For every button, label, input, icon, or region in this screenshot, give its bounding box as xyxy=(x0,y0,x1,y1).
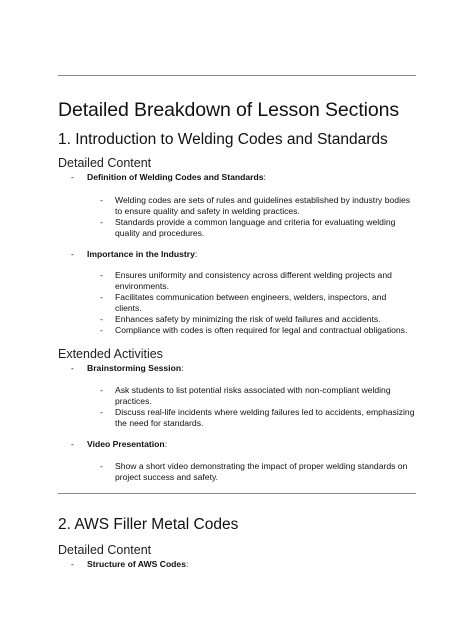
dash-marker: - xyxy=(100,217,103,227)
bullet-text: Ask students to list potential risks associated with non-compliant welding practices. xyxy=(115,385,391,406)
list-item xyxy=(100,270,420,292)
dash-marker: - xyxy=(71,439,74,449)
section-1-heading: 1. Introduction to Welding Codes and Standards xyxy=(58,131,388,148)
list-item xyxy=(100,217,420,239)
bullet-text: Ensures uniformity and consistency across different welding projects and environments. xyxy=(115,270,392,291)
list-item xyxy=(71,363,411,374)
bullet-text: Show a short video demonstrating the impact of proper welding standards on project success and safety. xyxy=(115,461,408,482)
bullet-text: Enhances safety by minimizing the risk of weld failures and accidents. xyxy=(115,314,381,324)
top-divider xyxy=(58,75,416,76)
dash-marker: - xyxy=(100,461,103,471)
dash-marker: - xyxy=(100,314,103,324)
page-title: Detailed Breakdown of Lesson Sections xyxy=(58,99,400,121)
dash-marker: - xyxy=(100,407,103,417)
list-item xyxy=(71,559,411,570)
item-suffix: : xyxy=(263,172,266,182)
list-item xyxy=(71,172,411,183)
item-suffix: : xyxy=(194,249,198,259)
item-suffix: : xyxy=(186,559,189,569)
bullet-text: Facilitates communication between engineers, welders, inspectors, and clients. xyxy=(115,292,387,313)
section-1-extended-heading: Extended Activities xyxy=(58,347,163,361)
dash-marker: - xyxy=(71,172,74,182)
item-label: Importance in the Industry xyxy=(87,249,195,259)
bullet-text: Discuss real-life incidents where welding failures led to accidents, emphasizing the need for standards. xyxy=(115,407,415,428)
section-2-detailed-heading: Detailed Content xyxy=(58,543,152,557)
item-label: Brainstorming Session xyxy=(87,363,182,373)
list-item xyxy=(100,407,420,429)
dash-marker: - xyxy=(71,249,74,259)
list-item xyxy=(100,195,420,217)
item-label: Structure of AWS Codes xyxy=(87,559,186,569)
dash-marker: - xyxy=(100,195,103,205)
bullet-text: Compliance with codes is often required for legal and contractual obligations. xyxy=(115,325,408,335)
list-item xyxy=(100,325,420,336)
bullet-text: Welding codes are sets of rules and guidelines established by industry bodies to ensure quality and safety in welding practices. xyxy=(115,195,411,216)
list-item xyxy=(100,292,420,314)
list-item xyxy=(100,385,420,407)
item-label: Definition of Welding Codes and Standards xyxy=(87,172,264,182)
item-label: Video Presentation xyxy=(87,439,165,449)
list-item xyxy=(100,314,420,325)
section-divider xyxy=(58,493,416,494)
item-suffix: : xyxy=(181,363,184,373)
item-suffix: : xyxy=(164,439,168,449)
dash-marker: - xyxy=(100,325,103,335)
section-1-detailed-heading: Detailed Content xyxy=(58,156,152,170)
bullet-text: Standards provide a common language and criteria for evaluating welding quality and procedures. xyxy=(115,217,396,238)
section-2-heading: 2. AWS Filler Metal Codes xyxy=(58,516,239,533)
list-item xyxy=(71,249,411,260)
dash-marker: - xyxy=(100,270,103,280)
dash-marker: - xyxy=(71,363,74,373)
dash-marker: - xyxy=(100,385,103,395)
list-item xyxy=(100,461,420,483)
dash-marker: - xyxy=(100,292,103,302)
dash-marker: - xyxy=(71,559,74,569)
list-item xyxy=(71,439,411,450)
